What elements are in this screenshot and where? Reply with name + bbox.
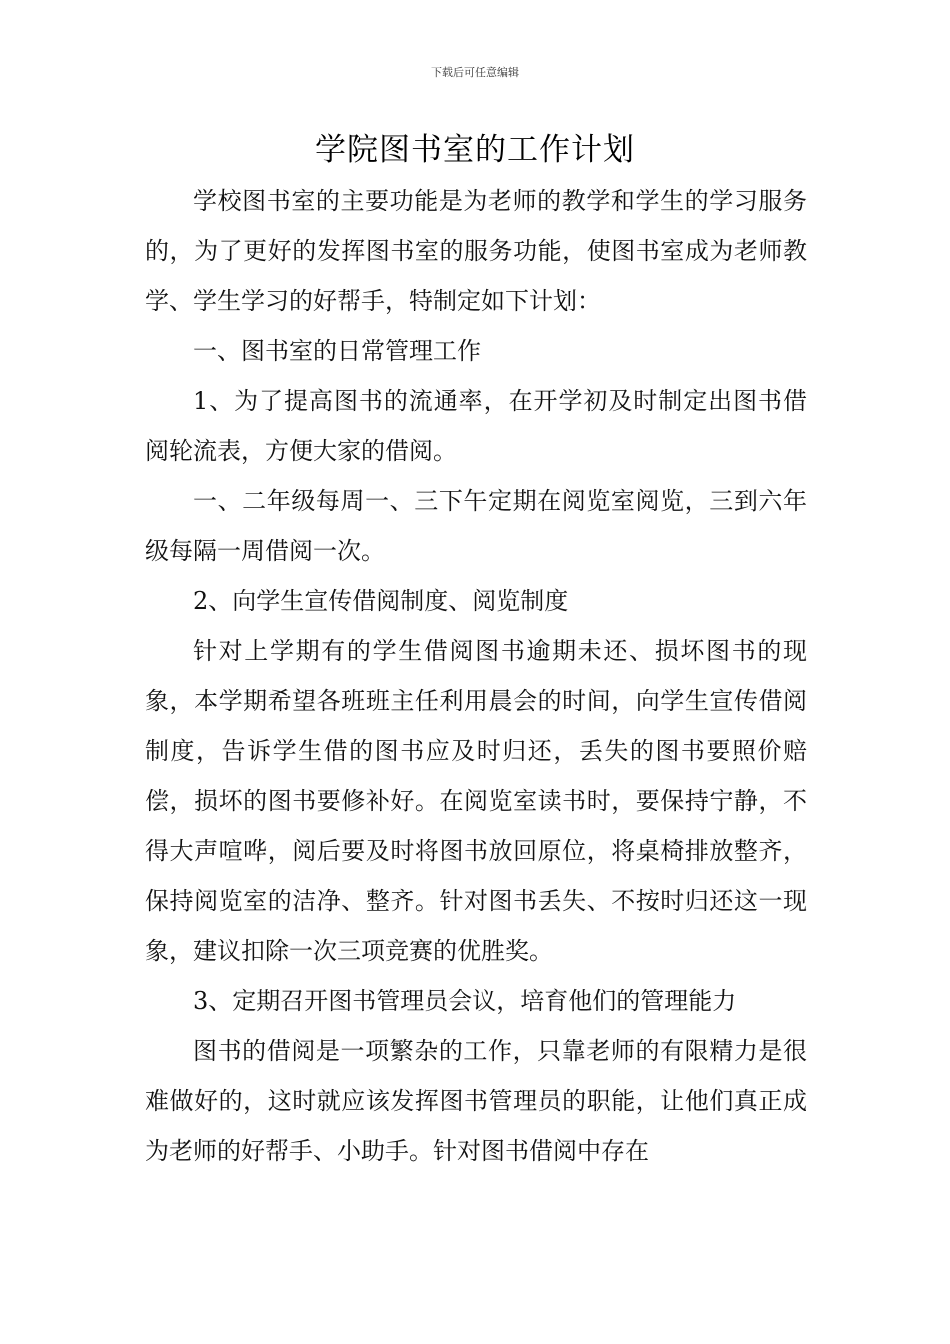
paragraph-librarians: 图书的借阅是一项繁杂的工作，只靠老师的有限精力是很难做好的，这时就应该发挥图书管理员的职能，让他们真正成为老师的好帮手、小助手。针对图书借阅中存在 — [145, 1037, 807, 1165]
header-note: 下载后可任意编辑 — [431, 66, 519, 79]
paragraph-rules: 针对上学期有的学生借阅图书逾期未还、损坏图书的现象，本学期希望各班班主任利用晨会的时间，向学生宣传借阅制度，告诉学生借的图书应及时归还，丢失的图书要照价赔偿，损坏的图书要修补好。在阅览室读书时，要保持宁静，不得大声喧哗，阅后要及时将图书放回原位，将桌椅排放整齐，保持阅览室的洁净、整齐。针对图书丢失、不按时归还这一现象，建议扣除一次三项竞赛的优胜奖。 — [145, 637, 807, 965]
paragraph-item-3: 3、定期召开图书管理员会议，培育他们的管理能力 — [193, 987, 737, 1015]
paragraph-item-2: 2、向学生宣传借阅制度、阅览制度 — [193, 587, 569, 615]
paragraph-schedule: 一、二年级每周一、三下午定期在阅览室阅览，三到六年级每隔一周借阅一次。 — [145, 487, 807, 565]
section-heading-1: 一、图书室的日常管理工作 — [193, 337, 481, 365]
document-title: 学院图书室的工作计划 — [315, 132, 635, 168]
paragraph-intro: 学校图书室的主要功能是为老师的教学和学生的学习服务的，为了更好的发挥图书室的服务功能，使图书室成为老师教学、学生学习的好帮手，特制定如下计划： — [145, 187, 807, 315]
paragraph-item-1: 1、为了提高图书的流通率，在开学初及时制定出图书借阅轮流表，方便大家的借阅。 — [145, 387, 807, 465]
document-body — [145, 176, 807, 1176]
